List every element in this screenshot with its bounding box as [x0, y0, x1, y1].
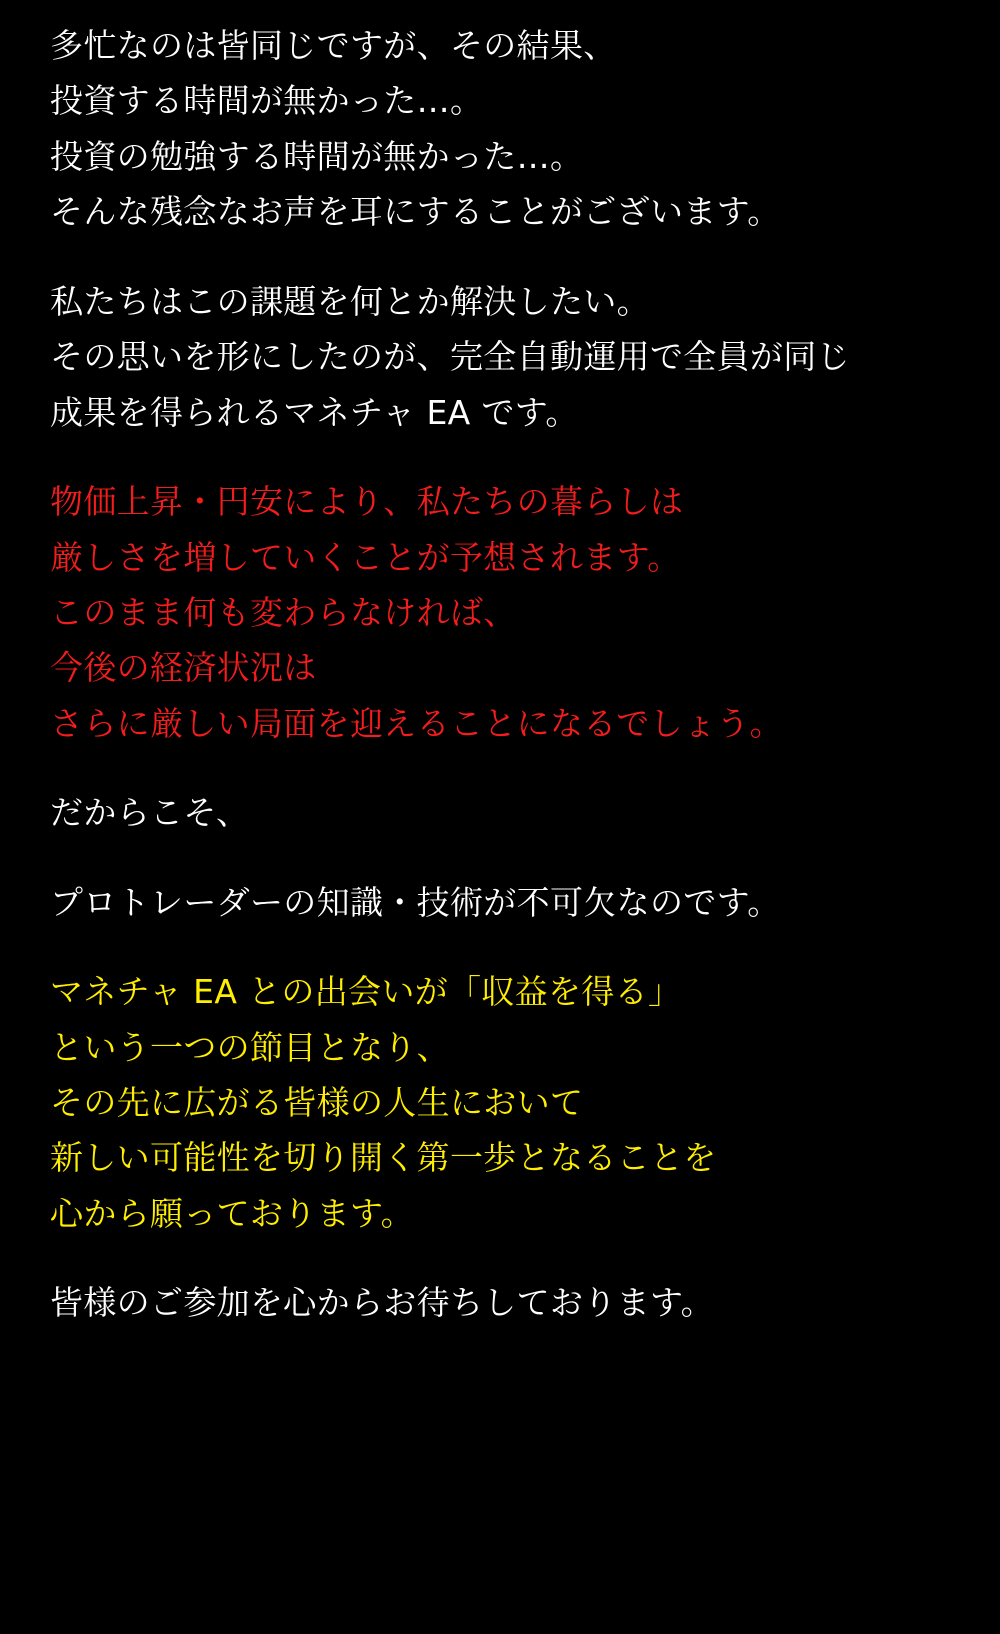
text-line: だからこそ、	[50, 793, 250, 833]
text-line: 物価上昇・円安により、私たちの暮らしは	[50, 482, 684, 522]
text-line: という一つの節目となり、	[50, 1027, 450, 1067]
text-line: 新しい可能性を切り開く第一歩となることを	[50, 1138, 717, 1178]
text-line: このまま何も変わらなければ、	[50, 592, 517, 632]
text-line: 今後の経済状況は	[50, 648, 317, 688]
paragraph-wish	[50, 964, 960, 1241]
text-line: 多忙なのは皆同じですが、その結果、	[50, 26, 617, 65]
text-line: 投資する時間が無かった…。	[50, 81, 484, 121]
paragraph-closing	[50, 1275, 960, 1330]
text-line: 皆様のご参加を心からお待ちしております。	[50, 1283, 714, 1323]
text-line: 投資の勉強する時間が無かった…。	[50, 136, 584, 176]
text-line: 厳しさを増していくことが予想されます。	[50, 537, 681, 577]
text-line: マネチャ EA との出会いが「収益を得る」	[50, 972, 682, 1012]
paragraph-therefore	[50, 785, 960, 840]
paragraph-warning	[50, 474, 960, 751]
text-line: 私たちはこの課題を何とか解決したい。	[50, 281, 650, 321]
text-line: そんな残念なお声を耳にすることがございます。	[50, 192, 781, 232]
paragraph-solution	[50, 274, 960, 440]
paragraph-intro	[50, 18, 960, 240]
text-line: プロトレーダーの知識・技術が不可欠なのです。	[50, 882, 781, 922]
text-line: 心から願っております。	[50, 1193, 414, 1233]
text-line: その先に広がる皆様の人生において	[50, 1083, 584, 1122]
text-line: さらに厳しい局面を迎えることになるでしょう。	[50, 703, 783, 743]
paragraph-pro-trader	[50, 875, 960, 930]
text-line: その思いを形にしたのが、完全自動運用で全員が同じ	[50, 337, 850, 377]
text-line: 成果を得られるマネチャ EA です。	[50, 392, 579, 432]
